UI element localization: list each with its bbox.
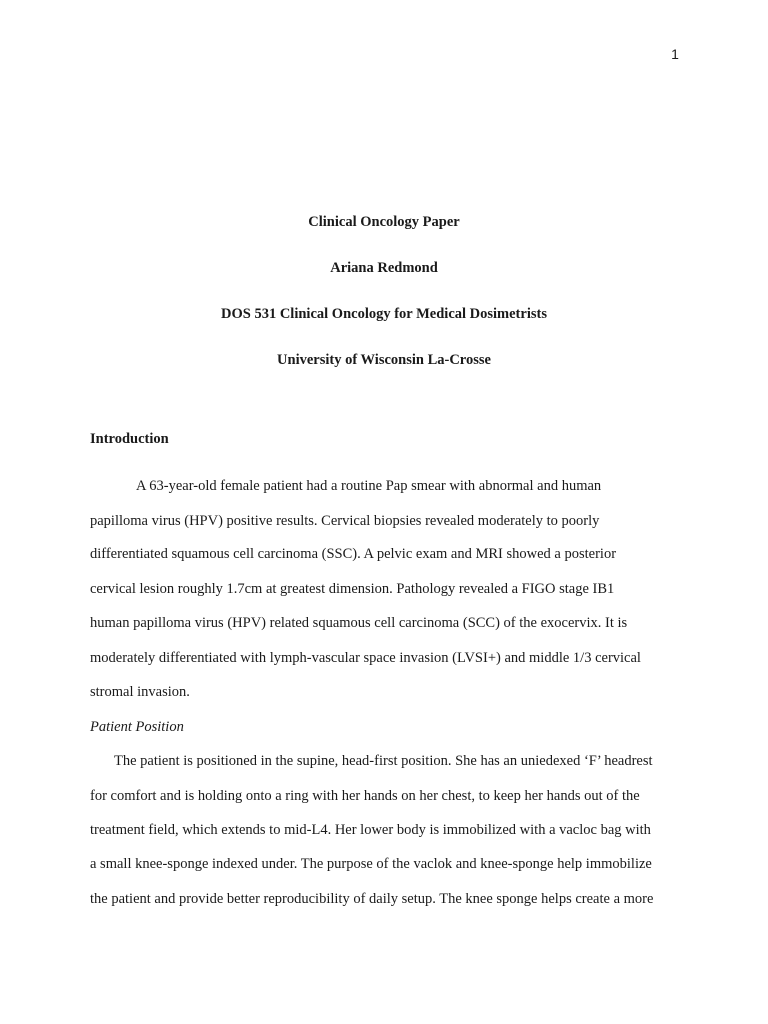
page-number: 1 bbox=[671, 46, 679, 62]
patient-position-line: for comfort and is holding onto a ring with her hands on her chest, to keep her hands out of the bbox=[90, 788, 640, 804]
introduction-line: cervical lesion roughly 1.7cm at greatest dimension. Pathology revealed a FIGO stage IB1 bbox=[90, 581, 615, 597]
institution-name: University of Wisconsin La-Crosse bbox=[277, 352, 491, 368]
paper-title: Clinical Oncology Paper bbox=[308, 214, 460, 230]
patient-position-line: The patient is positioned in the supine, head-first position. She has an uniedexed ‘F’ headrest bbox=[114, 753, 653, 769]
introduction-line: human papilloma virus (HPV) related squamous cell carcinoma (SCC) of the exocervix. It is bbox=[90, 615, 628, 631]
patient-position-line: the patient and provide better reproducibility of daily setup. The knee sponge helps create a more bbox=[90, 891, 654, 907]
introduction-line: stromal invasion. bbox=[90, 684, 190, 700]
patient-position-line: treatment field, which extends to mid-L4. Her lower body is immobilized with a vacloc bag with bbox=[90, 822, 651, 838]
author-name: Ariana Redmond bbox=[330, 260, 438, 276]
introduction-line: A 63-year-old female patient had a routine Pap smear with abnormal and human bbox=[136, 478, 602, 494]
introduction-line: differentiated squamous cell carcinoma (SSC). A pelvic exam and MRI showed a posterior bbox=[90, 546, 617, 562]
introduction-line: moderately differentiated with lymph-vascular space invasion (LVSI+) and middle 1/3 cervical bbox=[90, 650, 641, 666]
patient-position-line: a small knee-sponge indexed under. The purpose of the vaclok and knee-sponge help immobilize bbox=[90, 856, 652, 872]
introduction-line: papilloma virus (HPV) positive results. Cervical biopsies revealed moderately to poorly bbox=[90, 513, 600, 529]
introduction-heading: Introduction bbox=[90, 431, 169, 447]
course-name: DOS 531 Clinical Oncology for Medical Dosimetrists bbox=[221, 306, 547, 322]
patient-position-heading: Patient Position bbox=[90, 719, 184, 735]
